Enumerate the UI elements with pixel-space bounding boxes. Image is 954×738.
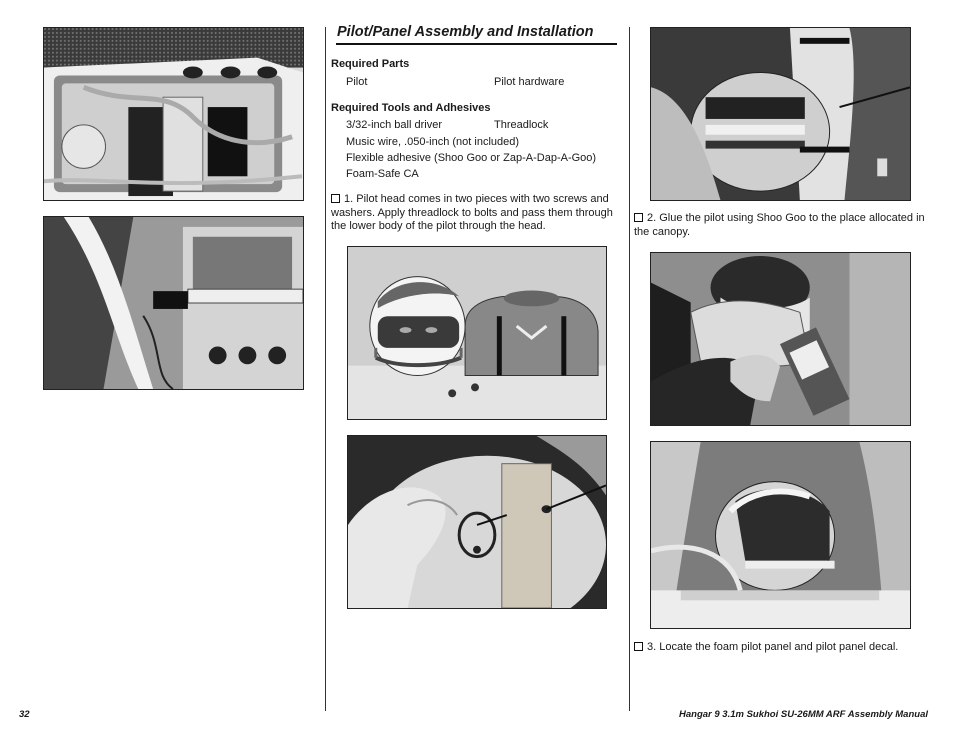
photo-pilot-assembled — [650, 27, 911, 201]
step-text: 1. Pilot head comes in two pieces with two screws and washers. Apply threadlock to bolts and pass them through the lower body of the pilot through the head. — [331, 193, 613, 232]
step-checkbox[interactable] — [331, 194, 340, 203]
photo-pilot-in-canopy — [650, 441, 911, 629]
step-checkbox[interactable] — [634, 213, 643, 222]
section-title: Pilot/Panel Assembly and Installation — [337, 24, 594, 40]
column-divider-left — [325, 27, 326, 711]
photo-pilot-head-bolting — [347, 435, 607, 609]
step-text: 2. Glue the pilot using Shoo Goo to the place allocated in the canopy. — [634, 212, 925, 238]
photo-gluing-pilot — [650, 252, 911, 426]
column-divider-right — [629, 27, 630, 711]
required-part-item: Pilot hardware — [494, 76, 565, 88]
required-tool-item: Threadlock — [494, 119, 549, 131]
required-tools-heading: Required Tools and Adhesives — [331, 102, 491, 114]
step-3 — [634, 641, 926, 655]
required-part-item: Pilot — [346, 76, 368, 88]
step-text: 3. Locate the foam pilot panel and pilot panel decal. — [647, 641, 899, 653]
photo-pilot-head-and-body — [347, 246, 607, 420]
required-tool-item: 3/32-inch ball driver — [346, 119, 442, 131]
section-title-underline — [336, 43, 617, 45]
photo-cockpit-servo-tray — [43, 216, 304, 390]
required-parts-heading: Required Parts — [331, 58, 410, 70]
required-tool-item: Flexible adhesive (Shoo Goo or Zap-A-Dap-A-Goo) — [346, 152, 597, 164]
required-tool-item: Music wire, .050-inch (not included) — [346, 136, 520, 148]
manual-title: Hangar 9 3.1m Sukhoi SU-26MM ARF Assembly Manual — [679, 709, 928, 720]
required-tool-item: Foam-Safe CA — [346, 168, 419, 180]
step-2 — [634, 212, 926, 239]
step-checkbox[interactable] — [634, 642, 643, 651]
photo-fuselage-interior-servos — [43, 27, 304, 201]
step-1 — [331, 193, 616, 234]
page-number: 32 — [19, 709, 30, 720]
